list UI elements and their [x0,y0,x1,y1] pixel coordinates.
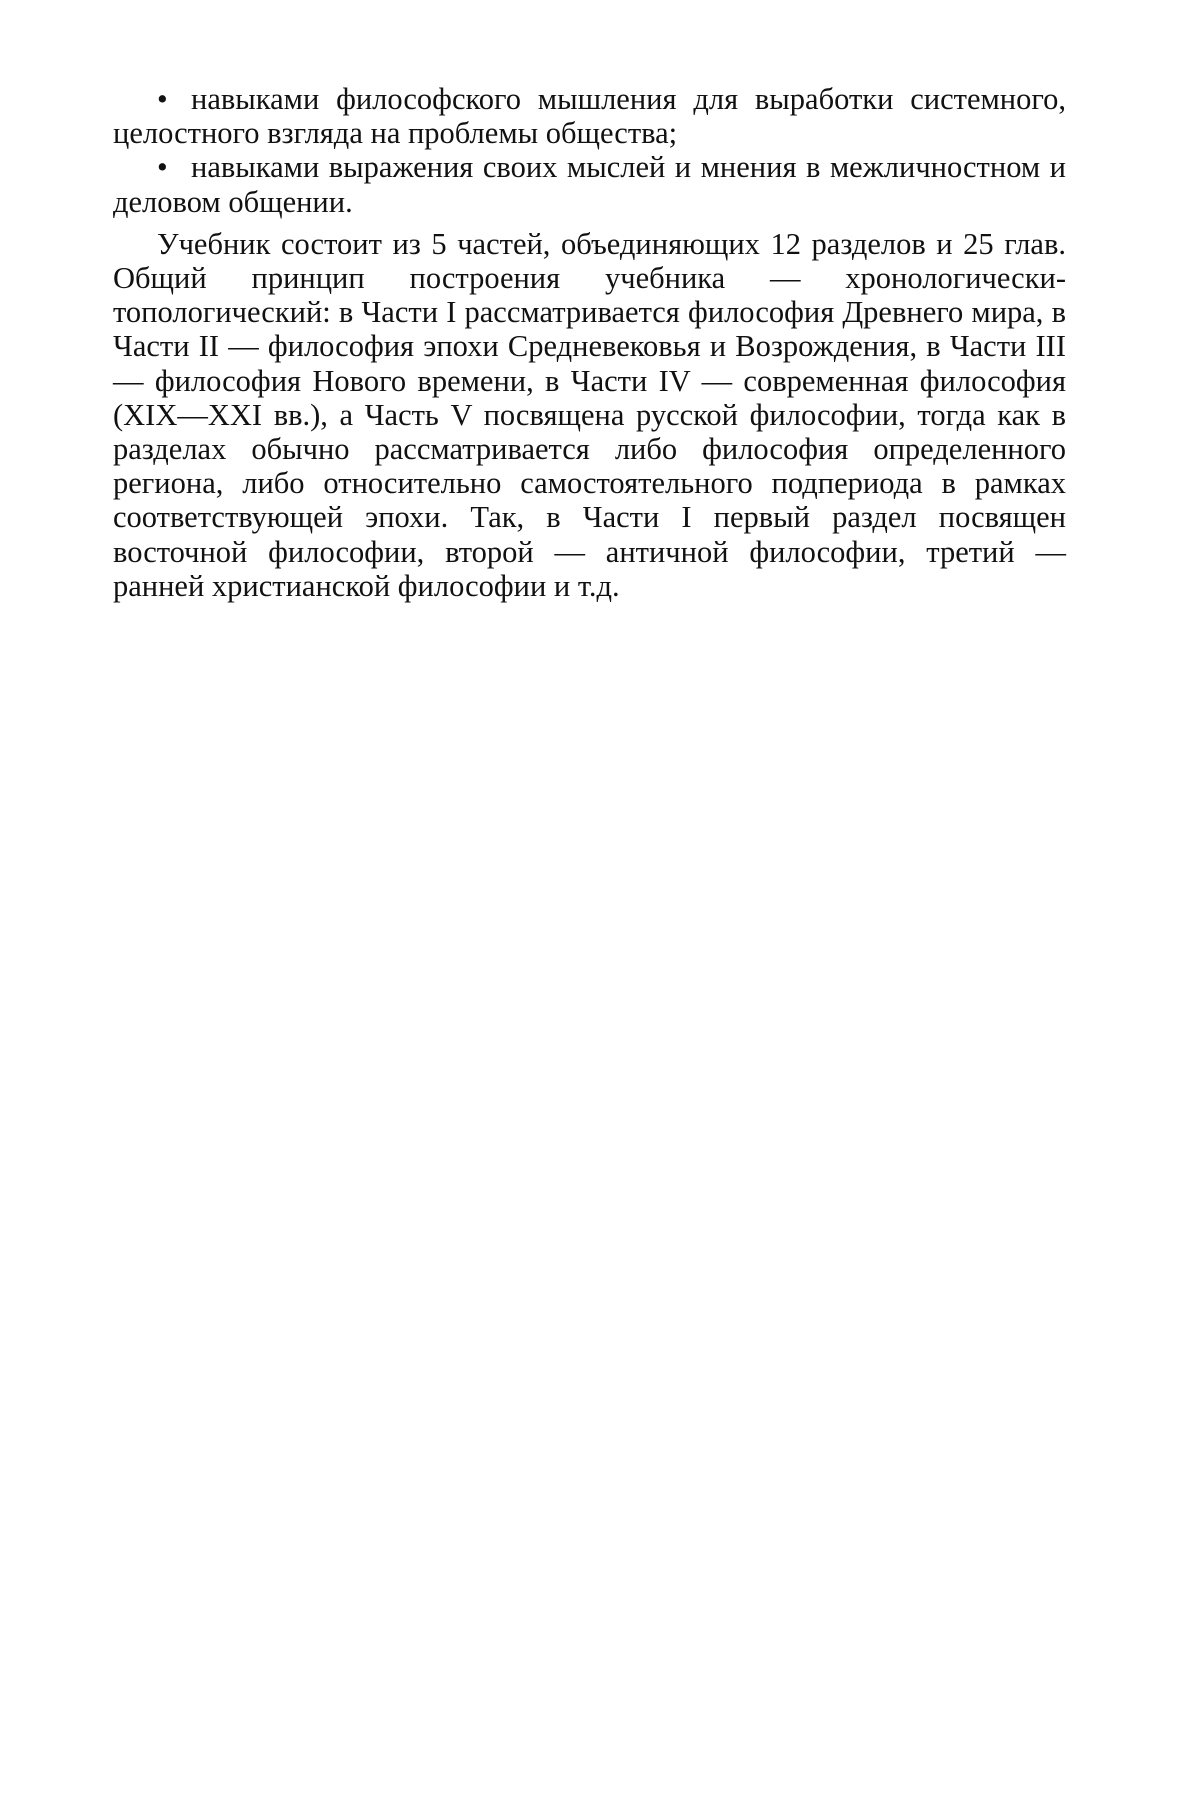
bullet-text-2: навыками выражения своих мыслей и мнения в межличностном и деловом общении. [113,150,1066,219]
text-block [113,82,1066,603]
body-paragraph: Учебник состоит из 5 частей, объединяющих 12 разделов и 25 глав. Общий принцип построения учебника — хронологически-топологический: в Части I рассматривается философия Древнего мира, в Части II — философия эпохи Средневековья и Возрождения, в Части III — философия Нового времени, в Части IV — современная философия (XIX—XXI вв.), а Часть V посвящена русской философии, тогда как в разделах обычно рассматривается либо философия определенного региона, либо относительно самостоятельного подпериода в рамках соответствующей эпохи. Так, в Части I первый раздел посвящен восточной философии, второй — античной философии, третий — ранней христианской философии и т.д. [113,226,1066,603]
bullet-marker: • [157,82,168,116]
bullet-item-2 [113,150,1066,218]
bullet-item-1 [113,82,1066,150]
bullet-text-1: навыками философского мышления для выработки системного, целостного взгляда на проблемы общества; [113,82,1066,151]
bullet-marker: • [157,150,168,185]
